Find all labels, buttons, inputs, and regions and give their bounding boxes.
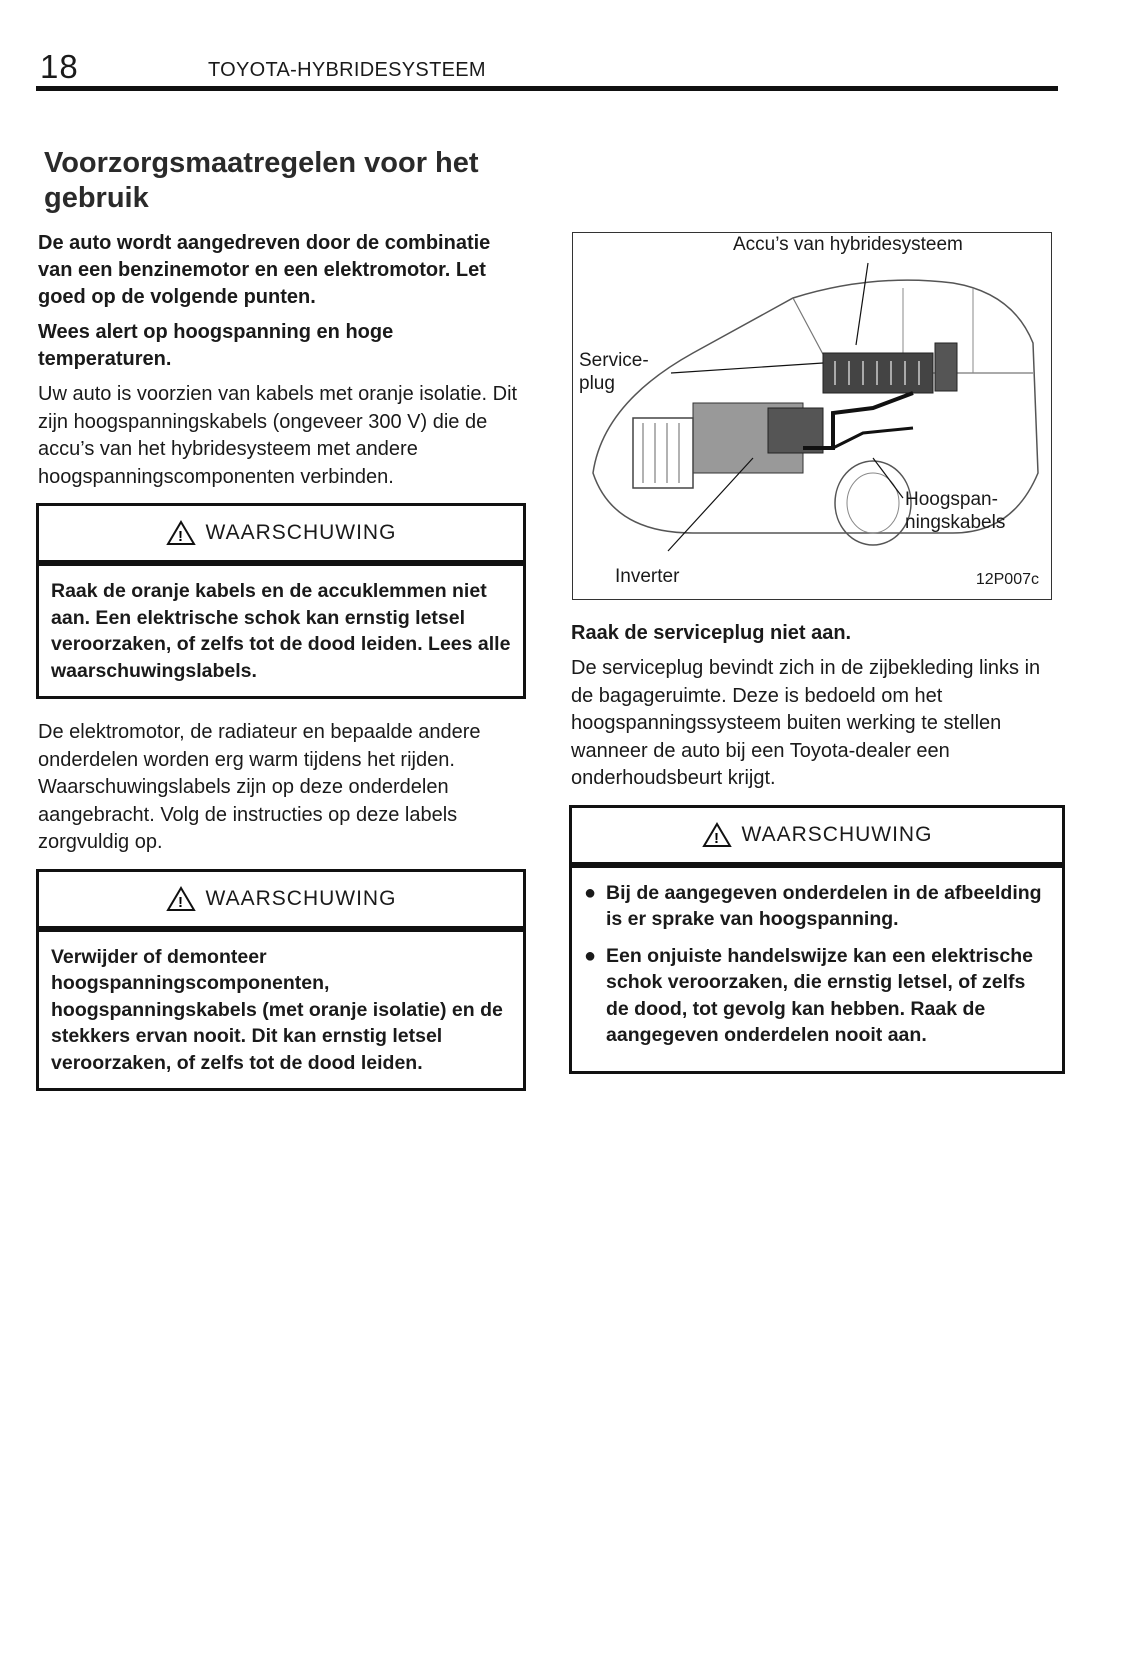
label-hv-cables-line-1: Hoogspan-	[905, 489, 998, 510]
warning-title-1: WAARSCHUWING	[205, 521, 397, 544]
cables-paragraph: Uw auto is voorzien van kabels met oranje isolatie. Dit zijn hoogspanningskabels (ongeveer 300 V) die de accu’s van het hybridesysteem met andere hoogspanningscomponenten verbinden.	[38, 383, 518, 488]
warning-title-3: WAARSCHUWING	[741, 822, 933, 846]
bullet-dot-icon: ●	[584, 944, 597, 967]
warning-text-1: Raak de oranje kabels en de accuklemmen niet aan. Een elektrische schok kan ernstig letsel veroorzaken, of zelfs tot de dood leiden. Lees alle waarschuwingslabels.	[51, 580, 511, 682]
page-number: 18	[40, 48, 79, 85]
warning-bullet	[584, 880, 1050, 933]
right-column	[569, 620, 1065, 1094]
car-drawing	[573, 233, 1050, 598]
page-title	[44, 146, 526, 216]
warning-box-2	[36, 869, 526, 1092]
subheading-service-plug: Raak de serviceplug niet aan.	[571, 622, 852, 644]
warning-header-1	[39, 506, 523, 566]
left-column	[36, 146, 526, 1111]
figure-code: 12P007c	[975, 571, 1039, 588]
label-inverter: Inverter	[615, 566, 680, 587]
warning-box-1	[36, 503, 526, 699]
warning-triangle-icon	[702, 822, 732, 848]
warning-box-3	[569, 805, 1065, 1074]
title-line-2: gebruik	[44, 182, 149, 214]
title-line-1: Voorzorgsmaatregelen voor het	[44, 147, 479, 179]
warning-text-2: Verwijder of demonteer hoogspanningscomponenten, hoogspanningskabels (met oranje isolatie) en de stekkers ervan nooit. Dit kan ernstig letsel veroorzaken, of zelfs tot de dood leiden.	[51, 945, 503, 1074]
label-service-plug-line-2: plug	[579, 373, 615, 394]
page-header	[36, 48, 1058, 88]
subheading-high-voltage: Wees alert op hoogspanning en hoge temperaturen.	[38, 321, 394, 370]
label-hybrid-batteries: Accu’s van hybridesysteem	[733, 234, 963, 255]
warning-header-3	[572, 808, 1062, 868]
warning-triangle-icon	[166, 520, 196, 546]
header-rule	[36, 86, 1058, 91]
label-service-plug-line-1: Service-	[579, 350, 649, 371]
svg-text:!: !	[713, 829, 720, 847]
warning-bullet-text: Een onjuiste handelswijze kan een elektrische schok veroorzaken, die ernstig letsel, of zelfs de dood, tot gevolg kan hebben. Raak de aangegeven onderdelen nooit aan.	[606, 944, 1033, 1046]
svg-text:!: !	[177, 893, 184, 911]
warning-text-3	[572, 868, 1062, 1071]
label-service-plug	[579, 349, 649, 395]
label-hv-cables-line-2: ningskabels	[905, 512, 1006, 533]
label-hv-cables	[905, 488, 1005, 534]
warning-triangle-icon	[166, 886, 196, 912]
bullet-dot-icon: ●	[584, 881, 597, 904]
hybrid-car-illustration	[572, 232, 1052, 600]
heat-paragraph: De elektromotor, de radiateur en bepaalde andere onderdelen worden erg warm tijdens het rijden. Waarschuwingslabels zijn op deze onderdelen aangebracht. Volg de instructies op deze labels zorgvuldig op.	[38, 721, 481, 853]
svg-text:!: !	[177, 528, 184, 545]
service-plug-paragraph: De serviceplug bevindt zich in de zijbekleding links in de bagageruimte. Deze is bedoeld om het hoogspanningssysteem buiten werking te stellen wanneer de auto bij een Toyota-dealer een onderhoudsbeurt krijgt.	[571, 657, 1041, 789]
warning-bullet	[584, 943, 1050, 1049]
warning-header-2	[39, 872, 523, 932]
section-title: TOYOTA-HYBRIDESYSTEEM	[208, 59, 486, 81]
intro-paragraph: De auto wordt aangedreven door de combinatie van een benzinemotor en een elektromotor. Let goed op de volgende punten.	[38, 232, 491, 308]
warning-bullet-text: Bij de aangegeven onderdelen in de afbeelding is er sprake van hoogspanning.	[606, 881, 1042, 930]
warning-title-2: WAARSCHUWING	[205, 886, 397, 910]
